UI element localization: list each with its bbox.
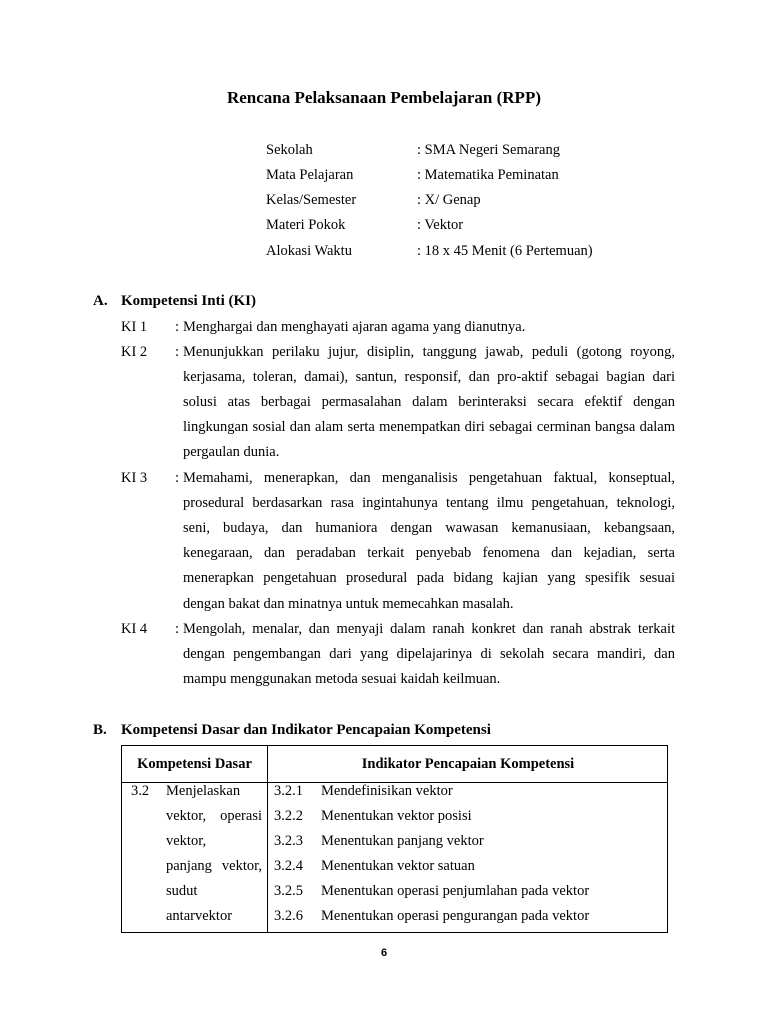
identity-label: Sekolah [266,142,313,158]
indicator-text: Menentukan vektor satuan [321,858,475,874]
section-title: Kompetensi Dasar dan Indikator Pencapaian Kompetensi [121,722,491,738]
competency-table [121,745,668,933]
ki-colon: : [175,319,180,335]
indicator-code: 3.2.5 [274,883,303,899]
identity-value: : SMA Negeri Semarang [417,142,560,158]
kd-text-line: sudut [166,883,198,899]
ki-text-line: dengan pengembangan dari yang dipelajarinya di sekolah secara mandiri, dan [183,646,675,662]
page-number: 6 [380,947,388,959]
ki-text-line: Menghargai dan menghayati ajaran agama yang dianutnya. [183,319,526,335]
ki-label: KI 2 [121,344,148,360]
ki-text-line: mampu menggunakan metoda sesuai kaidah keilmuan. [183,671,501,687]
indicator-code: 3.2.6 [274,908,303,924]
indicator-text: Menentukan vektor posisi [321,808,472,824]
identity-value: : Matematika Peminatan [417,167,559,183]
ki-colon: : [175,470,180,486]
ki-text-line: kerjasama, toleran, damai), santun, responsif, dan pro-aktif sebagai bagian dari [183,369,675,385]
table-header-indikator: Indikator Pencapaian Kompetensi [361,756,575,772]
indicator-text: Menentukan panjang vektor [321,833,484,849]
kd-text-line: vektor, operasi [166,808,262,824]
document-title: Rencana Pelaksanaan Pembelajaran (RPP) [226,88,541,107]
identity-value: : Vektor [417,217,464,233]
ki-label: KI 4 [121,621,148,637]
indicator-code: 3.2.4 [274,858,303,874]
section-title: Kompetensi Inti (KI) [121,293,256,309]
ki-text-line: prosedural berdasarkan rasa ingintahunya tentang ilmu pengetahuan, teknologi, [183,495,675,511]
ki-label: KI 3 [121,470,148,486]
kd-text-line: Menjelaskan [166,783,241,799]
indicator-text: Menentukan operasi penjumlahan pada vektor [321,883,590,899]
kd-text-line: panjang vektor, [166,858,262,874]
ki-text-line: lingkungan sosial dan alam serta menempatkan diri sebagai cerminan bangsa dalam [183,419,675,435]
identity-label: Materi Pokok [266,217,346,233]
identity-row-sekolah [266,138,686,163]
section-letter: A. [93,293,108,309]
ki-text-line: Menunjukkan perilaku jujur, disiplin, tanggung jawab, peduli (gotong royong, [183,344,675,360]
ki-text-line: menerapkan pengetahuan prosedural pada bidang kajian yang spesifik sesuai [183,570,675,586]
identity-value: : 18 x 45 Menit (6 Pertemuan) [417,243,593,259]
table-header-kompetensi-dasar: Kompetensi Dasar [137,756,252,772]
identity-label: Kelas/Semester [266,192,357,208]
kd-text-line: vektor, [166,833,207,849]
ki-text-line: Mengolah, menalar, dan menyaji dalam ranah konkret dan ranah abstrak terkait [183,621,675,637]
ki-label: KI 1 [121,319,148,335]
ki-colon: : [175,344,180,360]
ki-colon: : [175,621,180,637]
identity-row-kelas-semester [266,188,686,213]
section-letter: B. [93,722,107,738]
kd-number: 3.2 [131,783,150,799]
indicator-code: 3.2.3 [274,833,303,849]
identity-row-materi-pokok [266,213,686,238]
ki-text-line: Memahami, menerapkan, dan menganalisis pengetahuan faktual, konseptual, [183,470,675,486]
ki-text-line: seni, budaya, dan humaniora dengan wawasan kemanusiaan, kebangsaan, [183,520,675,536]
identity-label: Mata Pelajaran [266,167,354,183]
ki-text-line: dengan bakat dan minatnya untuk memecahkan masalah. [183,596,514,612]
indicator-code: 3.2.1 [274,783,303,799]
indicator-text: Mendefinisikan vektor [321,783,453,799]
kd-text-line: antarvektor [166,908,233,924]
ki-text-line: pergaulan dunia. [183,444,280,460]
indicator-text: Menentukan operasi pengurangan pada vektor [321,908,590,924]
ki-text-line: solusi atas berbagai permasalahan dalam berinteraksi secara efektif dengan [183,394,675,410]
identity-row-alokasi-waktu [266,239,686,264]
identity-row-mata-pelajaran [266,163,686,188]
ki-text-line: kenegaraan, dan peradaban terkait penyebab fenomena dan kejadian, serta [183,545,675,561]
identity-value: : X/ Genap [417,192,481,208]
identity-label: Alokasi Waktu [266,243,352,259]
indicator-code: 3.2.2 [274,808,303,824]
